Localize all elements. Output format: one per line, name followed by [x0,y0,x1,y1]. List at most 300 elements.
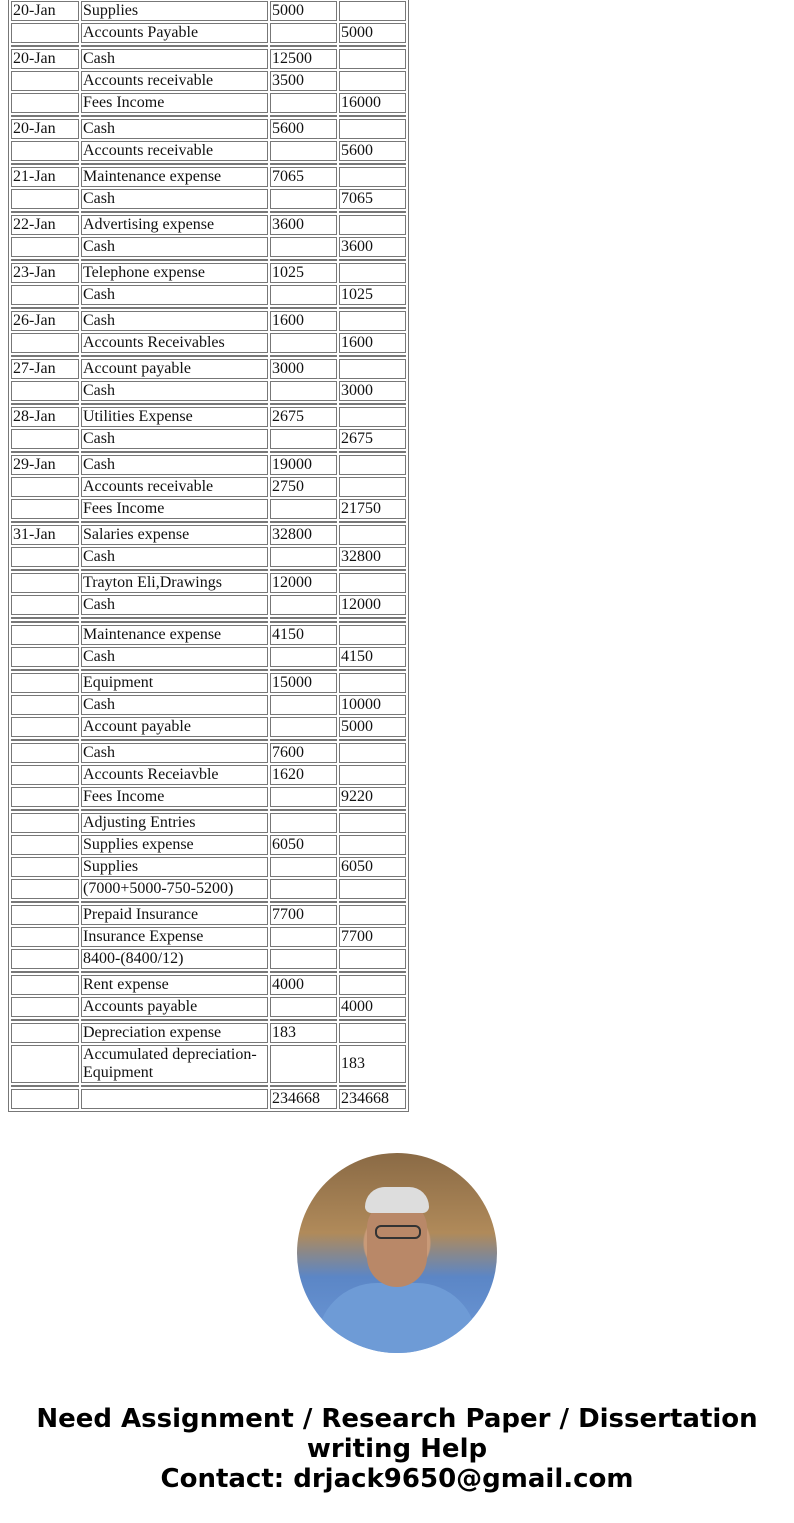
date-cell [11,835,79,855]
account-cell: Fees Income [81,787,268,807]
photo-glasses [375,1225,421,1239]
separator-row [11,1085,406,1087]
separator-cell [81,45,268,47]
debit-cell: 3500 [270,71,337,91]
date-cell: 21-Jan [11,167,79,187]
table-row [11,1,406,21]
separator-cell [339,45,406,47]
table-row [11,1089,406,1109]
debit-cell: 2675 [270,407,337,427]
date-cell: 28-Jan [11,407,79,427]
table-row [11,975,406,995]
credit-cell: 5000 [339,23,406,43]
separator-row [11,901,406,903]
account-cell: Cash [81,595,268,615]
debit-cell [270,499,337,519]
table-row [11,499,406,519]
separator-cell [339,621,406,623]
table-row [11,263,406,283]
separator-row [11,971,406,973]
table-row [11,879,406,899]
separator-cell [11,669,79,671]
separator-row [11,1019,406,1021]
account-cell: Cash [81,695,268,715]
account-cell: Rent expense [81,975,268,995]
table-row [11,765,406,785]
date-cell [11,477,79,497]
table-row [11,625,406,645]
separator-row [11,211,406,213]
separator-cell [339,739,406,741]
separator-cell [339,901,406,903]
debit-cell [270,949,337,969]
table-row [11,215,406,235]
account-cell: Supplies [81,1,268,21]
account-cell: Cash [81,311,268,331]
separator-cell [339,403,406,405]
debit-cell [270,695,337,715]
separator-cell [270,521,337,523]
separator-cell [339,1019,406,1021]
account-cell: Supplies [81,857,268,877]
separator-cell [339,809,406,811]
separator-row [11,307,406,309]
date-cell [11,857,79,877]
journal-entries-table [8,0,409,1112]
separator-cell [270,403,337,405]
separator-cell [81,809,268,811]
debit-cell [270,429,337,449]
debit-cell: 12000 [270,573,337,593]
separator-cell [81,569,268,571]
table-row [11,905,406,925]
credit-cell: 1025 [339,285,406,305]
separator-cell [270,1019,337,1021]
date-cell [11,975,79,995]
credit-cell [339,835,406,855]
debit-cell: 7600 [270,743,337,763]
debit-cell: 2750 [270,477,337,497]
credit-cell [339,743,406,763]
debit-cell: 4000 [270,975,337,995]
date-cell [11,949,79,969]
date-cell [11,547,79,567]
separator-cell [339,307,406,309]
account-cell: Accounts payable [81,997,268,1017]
account-cell: Cash [81,285,268,305]
table-row [11,813,406,833]
date-cell [11,997,79,1017]
date-cell [11,1089,79,1109]
table-row [11,997,406,1017]
date-cell [11,765,79,785]
debit-cell [270,93,337,113]
account-cell: Cash [81,647,268,667]
separator-row [11,809,406,811]
account-cell: Prepaid Insurance [81,905,268,925]
date-cell [11,381,79,401]
credit-cell: 234668 [339,1089,406,1109]
separator-cell [270,115,337,117]
credit-cell: 5000 [339,717,406,737]
separator-cell [270,971,337,973]
separator-cell [81,521,268,523]
separator-row [11,669,406,671]
table-row [11,71,406,91]
promo-headline: Need Assignment / Research Paper / Dissertation writing Help [36,1404,758,1464]
date-cell [11,625,79,645]
separator-cell [81,621,268,623]
debit-cell: 7700 [270,905,337,925]
account-cell: Maintenance expense [81,625,268,645]
separator-cell [81,163,268,165]
date-cell: 27-Jan [11,359,79,379]
account-cell: Cash [81,429,268,449]
separator-cell [270,809,337,811]
author-photo [297,1153,497,1353]
separator-cell [11,809,79,811]
account-cell: Maintenance expense [81,167,268,187]
promo-text [0,1404,794,1494]
date-cell [11,71,79,91]
date-cell: 31-Jan [11,525,79,545]
date-cell [11,333,79,353]
table-row [11,333,406,353]
table-row [11,285,406,305]
debit-cell [270,237,337,257]
debit-cell [270,717,337,737]
account-cell: Cash [81,119,268,139]
separator-cell [11,307,79,309]
account-cell: Cash [81,381,268,401]
debit-cell: 3000 [270,359,337,379]
date-cell [11,695,79,715]
separator-cell [11,451,79,453]
credit-cell: 6050 [339,857,406,877]
debit-cell [270,595,337,615]
separator-cell [339,1085,406,1087]
credit-cell [339,311,406,331]
separator-cell [81,901,268,903]
debit-cell [270,997,337,1017]
account-cell: Cash [81,49,268,69]
account-cell: Insurance Expense [81,927,268,947]
date-cell [11,813,79,833]
credit-cell [339,625,406,645]
table-row [11,525,406,545]
separator-row [11,521,406,523]
separator-cell [11,403,79,405]
account-cell: Accounts receivable [81,477,268,497]
table-row [11,311,406,331]
debit-cell: 12500 [270,49,337,69]
table-row [11,927,406,947]
separator-cell [270,45,337,47]
account-cell: Supplies expense [81,835,268,855]
credit-cell [339,765,406,785]
table-row [11,141,406,161]
credit-cell [339,49,406,69]
debit-cell: 1620 [270,765,337,785]
table-row [11,477,406,497]
credit-cell: 16000 [339,93,406,113]
account-cell: Equipment [81,673,268,693]
separator-cell [339,569,406,571]
date-cell: 29-Jan [11,455,79,475]
separator-cell [11,617,79,619]
separator-cell [81,259,268,261]
separator-cell [339,521,406,523]
separator-cell [81,211,268,213]
date-cell [11,905,79,925]
credit-cell: 4000 [339,997,406,1017]
account-cell: Accounts receivable [81,141,268,161]
table-row [11,93,406,113]
separator-cell [81,1085,268,1087]
credit-cell [339,573,406,593]
table-row [11,743,406,763]
separator-cell [11,971,79,973]
account-cell: Trayton Eli,Drawings [81,573,268,593]
separator-cell [270,739,337,741]
debit-cell: 7065 [270,167,337,187]
separator-cell [339,617,406,619]
credit-cell [339,905,406,925]
separator-cell [339,451,406,453]
credit-cell [339,975,406,995]
debit-cell: 32800 [270,525,337,545]
date-cell [11,23,79,43]
account-cell: Cash [81,455,268,475]
account-cell: Accounts Receiavble [81,765,268,785]
debit-cell [270,547,337,567]
credit-cell: 21750 [339,499,406,519]
debit-cell [270,333,337,353]
separator-row [11,451,406,453]
account-cell: Cash [81,547,268,567]
date-cell [11,743,79,763]
separator-cell [81,403,268,405]
table-row [11,23,406,43]
separator-cell [339,971,406,973]
separator-row [11,45,406,47]
account-cell: Cash [81,237,268,257]
date-cell [11,237,79,257]
date-cell [11,673,79,693]
credit-cell [339,455,406,475]
date-cell [11,573,79,593]
date-cell [11,787,79,807]
separator-cell [270,259,337,261]
table-row [11,787,406,807]
separator-cell [11,45,79,47]
account-cell: 8400-(8400/12) [81,949,268,969]
account-cell: Adjusting Entries [81,813,268,833]
debit-cell [270,857,337,877]
credit-cell: 5600 [339,141,406,161]
debit-cell [270,141,337,161]
separator-cell [270,451,337,453]
account-cell: Account payable [81,717,268,737]
account-cell: Accounts receivable [81,71,268,91]
account-cell: Utilities Expense [81,407,268,427]
credit-cell [339,359,406,379]
credit-cell: 3000 [339,381,406,401]
debit-cell [270,787,337,807]
debit-cell [270,879,337,899]
date-cell: 20-Jan [11,49,79,69]
separator-cell [339,163,406,165]
credit-cell [339,673,406,693]
table-row [11,167,406,187]
date-cell [11,595,79,615]
debit-cell [270,285,337,305]
separator-cell [11,355,79,357]
separator-cell [81,617,268,619]
account-cell: Depreciation expense [81,1023,268,1043]
date-cell [11,1045,79,1083]
separator-cell [81,307,268,309]
separator-cell [81,115,268,117]
debit-cell: 5600 [270,119,337,139]
debit-cell [270,189,337,209]
date-cell: 26-Jan [11,311,79,331]
separator-cell [81,739,268,741]
table-row [11,429,406,449]
separator-cell [270,669,337,671]
table-row [11,695,406,715]
table-row [11,717,406,737]
photo-hair [365,1187,429,1213]
separator-cell [81,451,268,453]
date-cell [11,647,79,667]
separator-cell [81,1019,268,1021]
credit-cell: 9220 [339,787,406,807]
separator-cell [11,901,79,903]
debit-cell [270,1045,337,1083]
credit-cell: 10000 [339,695,406,715]
credit-cell [339,525,406,545]
separator-row [11,569,406,571]
account-cell: Cash [81,189,268,209]
table-row [11,407,406,427]
date-cell: 22-Jan [11,215,79,235]
separator-cell [11,521,79,523]
credit-cell: 32800 [339,547,406,567]
photo-shirt [317,1283,477,1353]
date-cell [11,429,79,449]
separator-cell [270,901,337,903]
table-row [11,835,406,855]
debit-cell: 183 [270,1023,337,1043]
table-row [11,455,406,475]
credit-cell: 4150 [339,647,406,667]
separator-row [11,621,406,623]
credit-cell [339,263,406,283]
credit-cell [339,477,406,497]
separator-cell [270,617,337,619]
table-row [11,573,406,593]
separator-cell [270,355,337,357]
separator-cell [11,739,79,741]
promo-contact: Contact: drjack9650@gmail.com [160,1464,634,1494]
date-cell [11,879,79,899]
date-cell: 20-Jan [11,119,79,139]
credit-cell [339,167,406,187]
separator-cell [339,115,406,117]
separator-cell [339,355,406,357]
separator-cell [11,569,79,571]
credit-cell [339,949,406,969]
date-cell: 23-Jan [11,263,79,283]
separator-cell [270,621,337,623]
separator-row [11,163,406,165]
debit-cell: 4150 [270,625,337,645]
separator-cell [270,1085,337,1087]
account-cell: Account payable [81,359,268,379]
separator-cell [11,621,79,623]
separator-cell [81,355,268,357]
credit-cell [339,879,406,899]
table-row [11,673,406,693]
separator-cell [11,259,79,261]
date-cell: 20-Jan [11,1,79,21]
separator-cell [11,1019,79,1021]
separator-cell [81,971,268,973]
debit-cell [270,813,337,833]
debit-cell: 6050 [270,835,337,855]
separator-cell [339,669,406,671]
separator-cell [339,211,406,213]
debit-cell [270,647,337,667]
table-row [11,237,406,257]
separator-cell [11,211,79,213]
credit-cell: 183 [339,1045,406,1083]
debit-cell: 3600 [270,215,337,235]
debit-cell [270,927,337,947]
debit-cell: 15000 [270,673,337,693]
credit-cell: 7700 [339,927,406,947]
separator-row [11,403,406,405]
account-cell: Advertising expense [81,215,268,235]
account-cell: Accounts Payable [81,23,268,43]
date-cell [11,141,79,161]
separator-row [11,115,406,117]
credit-cell [339,1023,406,1043]
table-row [11,595,406,615]
account-cell: (7000+5000-750-5200) [81,879,268,899]
table-row [11,381,406,401]
separator-cell [11,163,79,165]
date-cell [11,717,79,737]
date-cell [11,189,79,209]
separator-cell [339,259,406,261]
credit-cell [339,71,406,91]
separator-row [11,739,406,741]
table-row [11,647,406,667]
date-cell [11,285,79,305]
table-row [11,1023,406,1043]
debit-cell: 5000 [270,1,337,21]
debit-cell: 19000 [270,455,337,475]
date-cell [11,927,79,947]
date-cell [11,93,79,113]
credit-cell: 3600 [339,237,406,257]
table-row [11,189,406,209]
separator-row [11,259,406,261]
table-row [11,857,406,877]
table-row [11,359,406,379]
